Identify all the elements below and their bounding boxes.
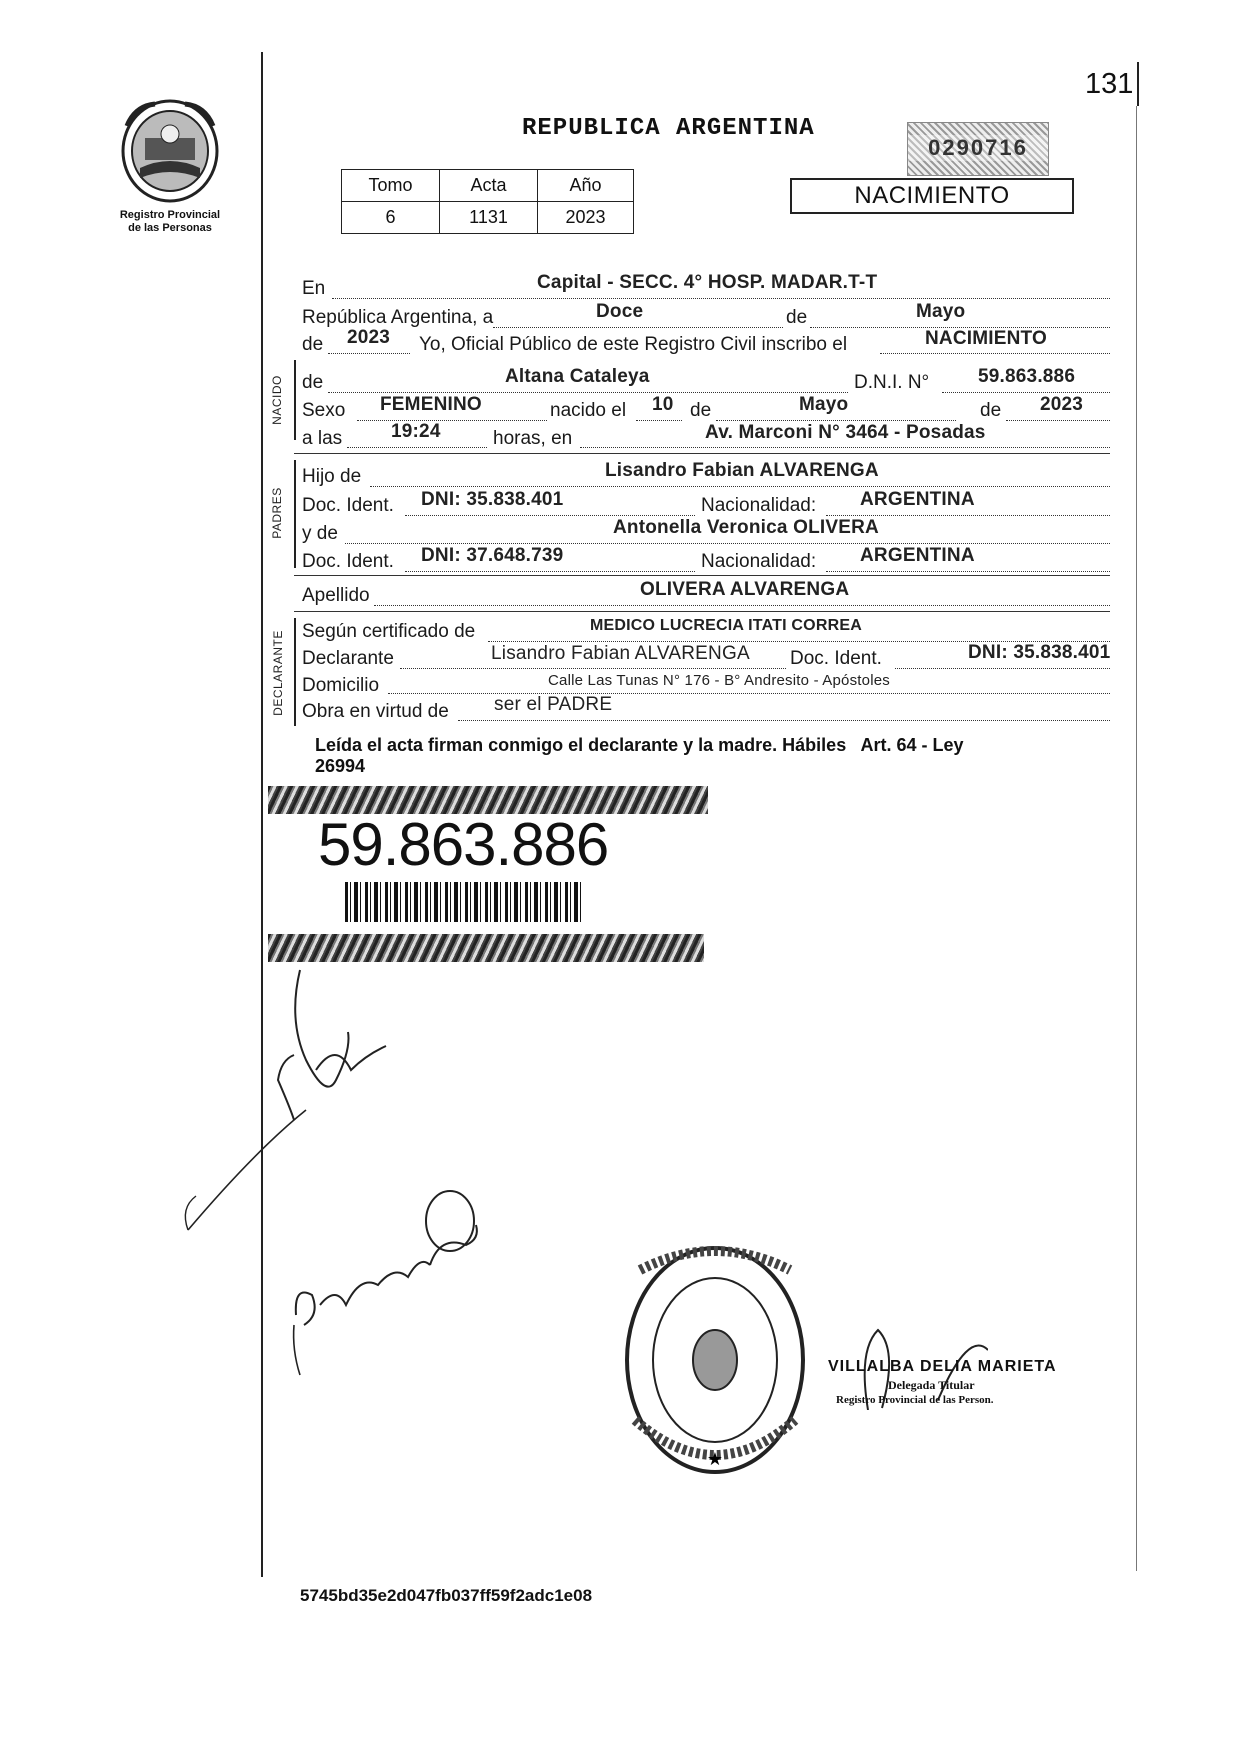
dots-father-doc	[405, 515, 695, 516]
right-border-line	[1136, 106, 1137, 1571]
dots-day	[493, 327, 783, 328]
province-crest	[115, 96, 225, 206]
nacido-el-label: nacido el	[550, 400, 627, 421]
dots-dni	[942, 392, 1110, 393]
mother-nac-label: Nacionalidad:	[701, 551, 817, 572]
mother-nationality: ARGENTINA	[860, 545, 975, 566]
en-label: En	[302, 278, 326, 299]
child-name: Altana Cataleya	[505, 366, 650, 387]
domicilio-value: Calle Las Tunas N° 176 - B° Andresito - Apóstoles	[548, 672, 890, 689]
registry-seal	[620, 1240, 810, 1480]
header-acta: Acta	[440, 170, 538, 202]
sexo-label: Sexo	[302, 400, 346, 421]
id-number-large: 59.863.886	[318, 811, 609, 878]
value-acta: 1131	[440, 202, 538, 234]
page-number: 131	[1085, 68, 1134, 100]
right-margin-line	[1137, 62, 1139, 106]
register-table-value-row	[342, 202, 634, 234]
obra-value: ser el PADRE	[494, 694, 613, 715]
mother-signature	[290, 1175, 490, 1385]
obra-label: Obra en virtud de	[302, 701, 449, 722]
nacido-section-label: NACIDO	[270, 375, 284, 425]
yde-label: y de	[302, 523, 338, 544]
apellido-label: Apellido	[302, 585, 370, 606]
declarante-section-label: DECLARANTE	[271, 630, 285, 716]
dots-bday	[636, 420, 682, 421]
dots-act	[880, 353, 1110, 354]
security-stamp	[907, 122, 1049, 176]
republica-label: República Argentina, a	[302, 307, 494, 328]
divider-nacido	[294, 453, 1110, 454]
declarante-doc: DNI: 35.838.401	[968, 642, 1111, 663]
register-table	[341, 169, 634, 234]
father-doc: DNI: 35.838.401	[421, 489, 564, 510]
dots-sexo	[357, 420, 547, 421]
mother-doc: DNI: 37.648.739	[421, 545, 564, 566]
intro-de-label: de	[786, 307, 808, 328]
birth-time: 19:24	[391, 421, 441, 442]
divider-apellido	[294, 611, 1110, 612]
birth-day: 10	[652, 394, 674, 415]
divider-padres	[294, 575, 1110, 576]
document-title: REPUBLICA ARGENTINA	[522, 115, 815, 142]
dots-decl	[400, 668, 786, 669]
dots-name	[328, 392, 848, 393]
barcode	[345, 882, 581, 922]
cert-label: Según certificado de	[302, 621, 476, 642]
dots-bplace	[580, 447, 1110, 448]
intro-act: NACIMIENTO	[925, 328, 1047, 349]
cert-value: MEDICO LUCRECIA ITATI CORREA	[590, 617, 862, 634]
declarante-label: Declarante	[302, 648, 394, 669]
intro-month: Mayo	[916, 301, 966, 322]
nacido-de-label-2: de	[690, 400, 712, 421]
domicilio-label: Domicilio	[302, 675, 380, 696]
father-name: Lisandro Fabian ALVARENGA	[605, 460, 879, 481]
dots-obra	[458, 720, 1110, 721]
horas-label: horas, en	[493, 428, 573, 449]
officer-name: VILLALBA DELIA MARIETA	[828, 1358, 1057, 1375]
header-ano: Año	[538, 170, 634, 202]
intro-year: 2023	[347, 327, 391, 348]
dots-father-nac	[826, 515, 1110, 516]
dots-decl-doc	[895, 668, 1110, 669]
a-las-label: a las	[302, 428, 343, 449]
document-hash: 5745bd35e2d047fb037ff59f2adc1e08	[300, 1586, 593, 1605]
officer-office: Registro Provincial de las Person.	[836, 1394, 994, 1406]
left-margin-line	[261, 52, 263, 1577]
dots-byear	[1006, 420, 1110, 421]
officer-text: Yo, Oficial Público de este Registro Civil inscribo el	[419, 334, 848, 355]
child-dni: 59.863.886	[978, 366, 1076, 387]
nacido-de-label-3: de	[980, 400, 1002, 421]
closing-text-line-2: 26994	[315, 756, 366, 776]
dni-label: D.N.I. N°	[854, 372, 930, 393]
crest-caption-2: de las Personas	[128, 222, 212, 234]
value-ano: 2023	[538, 202, 634, 234]
hijo-label: Hijo de	[302, 466, 362, 487]
security-band-bottom	[268, 934, 704, 962]
declarante-bar	[294, 618, 296, 726]
closing-text-line-1: Leída el acta firman conmigo el declarante y la madre. Hábiles Art. 64 - Ley	[315, 735, 964, 755]
intro-place: Capital - SECC. 4° HOSP. MADAR.T-T	[537, 272, 878, 293]
apellido-value: OLIVERA ALVARENGA	[640, 579, 850, 600]
declarante-name: Lisandro Fabian ALVARENGA	[491, 643, 750, 664]
officer-title: Delegada Titular	[888, 1378, 975, 1392]
dots-mother-nac	[826, 571, 1110, 572]
nacido-bar	[294, 360, 296, 440]
officer-stamp	[828, 1310, 1108, 1420]
value-tomo: 6	[342, 202, 440, 234]
birth-place: Av. Marconi N° 3464 - Posadas	[705, 422, 986, 443]
father-doc-label: Doc. Ident.	[302, 495, 394, 516]
register-table-header-row	[342, 170, 634, 202]
header-tomo: Tomo	[342, 170, 440, 202]
decl-doc-label: Doc. Ident.	[790, 648, 882, 669]
svg-text:★: ★	[706, 1449, 724, 1470]
dots-mother-doc	[405, 571, 695, 572]
father-nationality: ARGENTINA	[860, 489, 975, 510]
birth-year: 2023	[1040, 394, 1084, 415]
crest-caption-1: Registro Provincial	[119, 209, 221, 221]
intro-day: Doce	[596, 301, 644, 322]
nacido-de-label: de	[302, 372, 324, 393]
dots-bmonth	[716, 420, 956, 421]
birth-month: Mayo	[799, 394, 849, 415]
dots-year	[328, 353, 410, 354]
dots-mother	[345, 543, 1110, 544]
padres-bar	[294, 460, 296, 568]
father-nac-label: Nacionalidad:	[701, 495, 817, 516]
dots-en	[332, 298, 1110, 299]
stamp-number: 0290716	[908, 135, 1048, 161]
mother-name: Antonella Veronica OLIVERA	[613, 517, 879, 538]
intro-de-label-2: de	[302, 334, 324, 355]
dots-apellido	[374, 605, 1110, 606]
padres-section-label: PADRES	[270, 487, 284, 539]
dots-time	[347, 447, 487, 448]
dots-father	[370, 486, 1110, 487]
record-type-box: NACIMIENTO	[790, 178, 1074, 214]
mother-doc-label: Doc. Ident.	[302, 551, 394, 572]
child-sexo: FEMENINO	[380, 394, 482, 415]
